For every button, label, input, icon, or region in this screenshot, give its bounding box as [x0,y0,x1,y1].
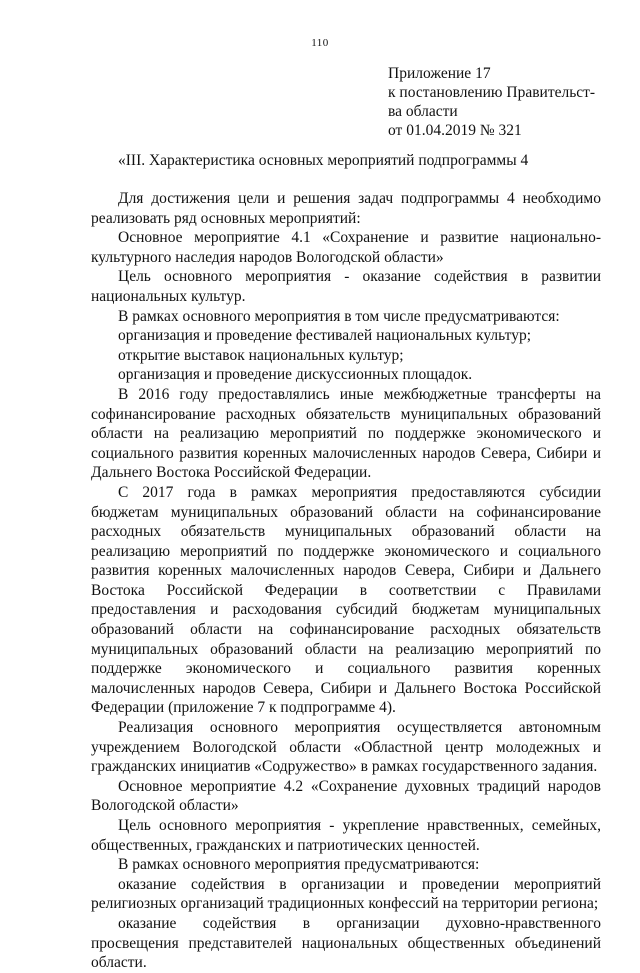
paragraph: Основное мероприятие 4.1 «Сохранение и развитие национально-культурного наследия народов Вологодской области» [91,229,601,266]
paragraph: оказание содействия в организации и проведении мероприятий религиозных организаций традиционных конфессий на территории региона; [91,875,601,913]
paragraph: организация и проведение дискуссионных площадок. [118,366,473,384]
paragraph: Цель основного мероприятия - оказание содействия в развитии национальных культур. [91,268,601,305]
paragraph: Для достижения цели и решения задач подпрограммы 4 необходимо реализовать ряд основных мероприятий: [91,190,601,227]
appendix-block [388,64,595,140]
paragraph: Основное мероприятие 4.2 «Сохранение духовных традиций народов Вологодской области» [91,777,601,815]
page-number: 110 [311,37,329,49]
paragraph: С 2017 года в рамках мероприятия предоставляются субсидии бюджетам муниципальных образований области на софинансирование расходных обязательств муниципальных образований области на реализацию мероприятий по поддержке экономического и социального развития коренных малочисленных народов Севера, Сибири и Дальнего Востока Российской Федерации в соответствии с Правилами предоставления и расходования субсидий бюджетам муниципальных образований области на софинансирование расходных обязательств муниципальных образований области на реализацию мероприятий по поддержке экономического и социального развития коренных малочисленных народов Севера, Сибири и Дальнего Востока Российской Федерации (приложение 7 к подпрограмме 4). [91,483,601,717]
paragraph: В рамках основного мероприятия в том числе предусматриваются: [118,307,560,325]
paragraph: оказание содействия в организации духовно-нравственного просвещения представителей национальных общественных объединений области. [91,914,601,972]
paragraph: Реализация основного мероприятия осуществляется автономным учреждением Вологодской области «Областной центр молодежных и гражданских инициатив «Содружество» в рамках государственного задания. [91,719,601,776]
section-title: «III. Характеристика основных мероприятий подпрограммы 4 [118,152,529,169]
appendix-line: Приложение 17 [388,65,491,82]
appendix-line: к постановлению Правительст- [388,84,596,101]
paragraph: организация и проведение фестивалей национальных культур; [118,327,532,345]
paragraph: открытие выставок национальных культур; [118,346,404,364]
body-text [91,189,601,973]
paragraph: В 2016 году предоставлялись иные межбюджетные трансферты на софинансирование расходных обязательств муниципальных образований области на реализацию мероприятий по поддержке экономического и социального развития коренных малочисленных народов Севера, Сибири и Дальнего Востока Российской Федерации. [91,385,601,482]
paragraph: В рамках основного мероприятия предусматриваются: [118,856,480,874]
appendix-line: ва области [388,103,458,120]
appendix-line: от 01.04.2019 № 321 [388,122,522,139]
paragraph: Цель основного мероприятия - укрепление нравственных, семейных, общественных, гражданских и патриотических ценностей. [91,817,601,854]
